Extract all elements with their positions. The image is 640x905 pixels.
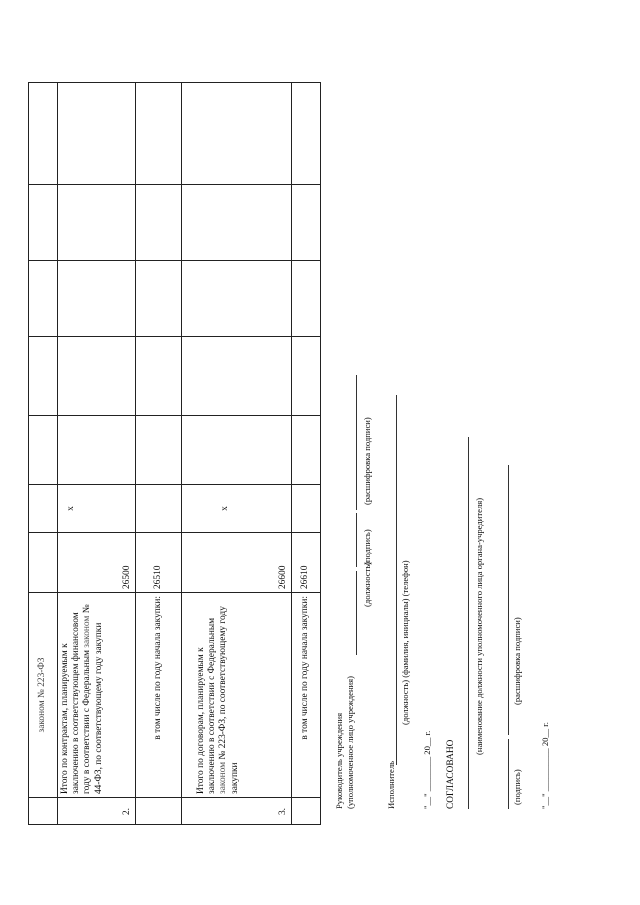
agreed-label: СОГЛАСОВАНО [446, 739, 456, 809]
row1-code: 26500 [58, 532, 136, 592]
date-line-2: "__" __________ 20__ г. [540, 722, 550, 809]
row3-num: 3. [182, 797, 292, 825]
position-caption: (должность) [362, 561, 372, 607]
row4-name: в том числе по году начала закупки: [292, 592, 321, 797]
section-label: законом № 223-ФЗ [36, 657, 47, 733]
row1-name: Итого по контрактам, планируемым к заключению в соответствующем финансовом году в соответствии с Федеральным законом № 44-ФЗ, по соответствующему году закупки [58, 592, 136, 797]
position-line [356, 571, 357, 655]
founder-decode-caption: (расшифровка подписи) [512, 617, 522, 705]
row1-mark: x [58, 484, 136, 532]
executor-line [396, 395, 397, 765]
row3-name: Итого по договорам, планируемым к заключению в соответствии с Федеральным законом № 223-ФЗ, по соответствующему году закупки [182, 592, 292, 797]
decode-caption: (расшифровка подписи) [362, 417, 372, 505]
row3-code: 26600 [182, 532, 292, 592]
decode-line [356, 375, 357, 510]
founder-decode-line [508, 465, 509, 735]
head-label: Руководитель учреждения [334, 712, 344, 809]
row1-num: 2. [58, 797, 136, 825]
row2-name: в том числе по году начала закупки: [136, 592, 182, 797]
head-sub: (уполномоченное лицо учреждения) [345, 676, 355, 809]
row4-code: 26610 [292, 532, 321, 592]
founder-signature-caption: (подпись) [512, 769, 522, 805]
signature-line [356, 513, 357, 567]
date-line: "__" ________ 20__ г. [422, 730, 432, 809]
executor-sub: (должность) (фамилия, инициалы) (телефон) [400, 560, 410, 725]
executor-label: Исполнитель [386, 760, 396, 809]
founder-line [468, 437, 469, 809]
row3-mark: x [182, 484, 292, 532]
founder-signature-line [508, 739, 509, 809]
founder-sub: (наименование должности уполномоченного лица органа-учредителя) [474, 497, 484, 755]
row2-code: 26510 [136, 532, 182, 592]
signature-caption: (подпись) [362, 529, 372, 565]
